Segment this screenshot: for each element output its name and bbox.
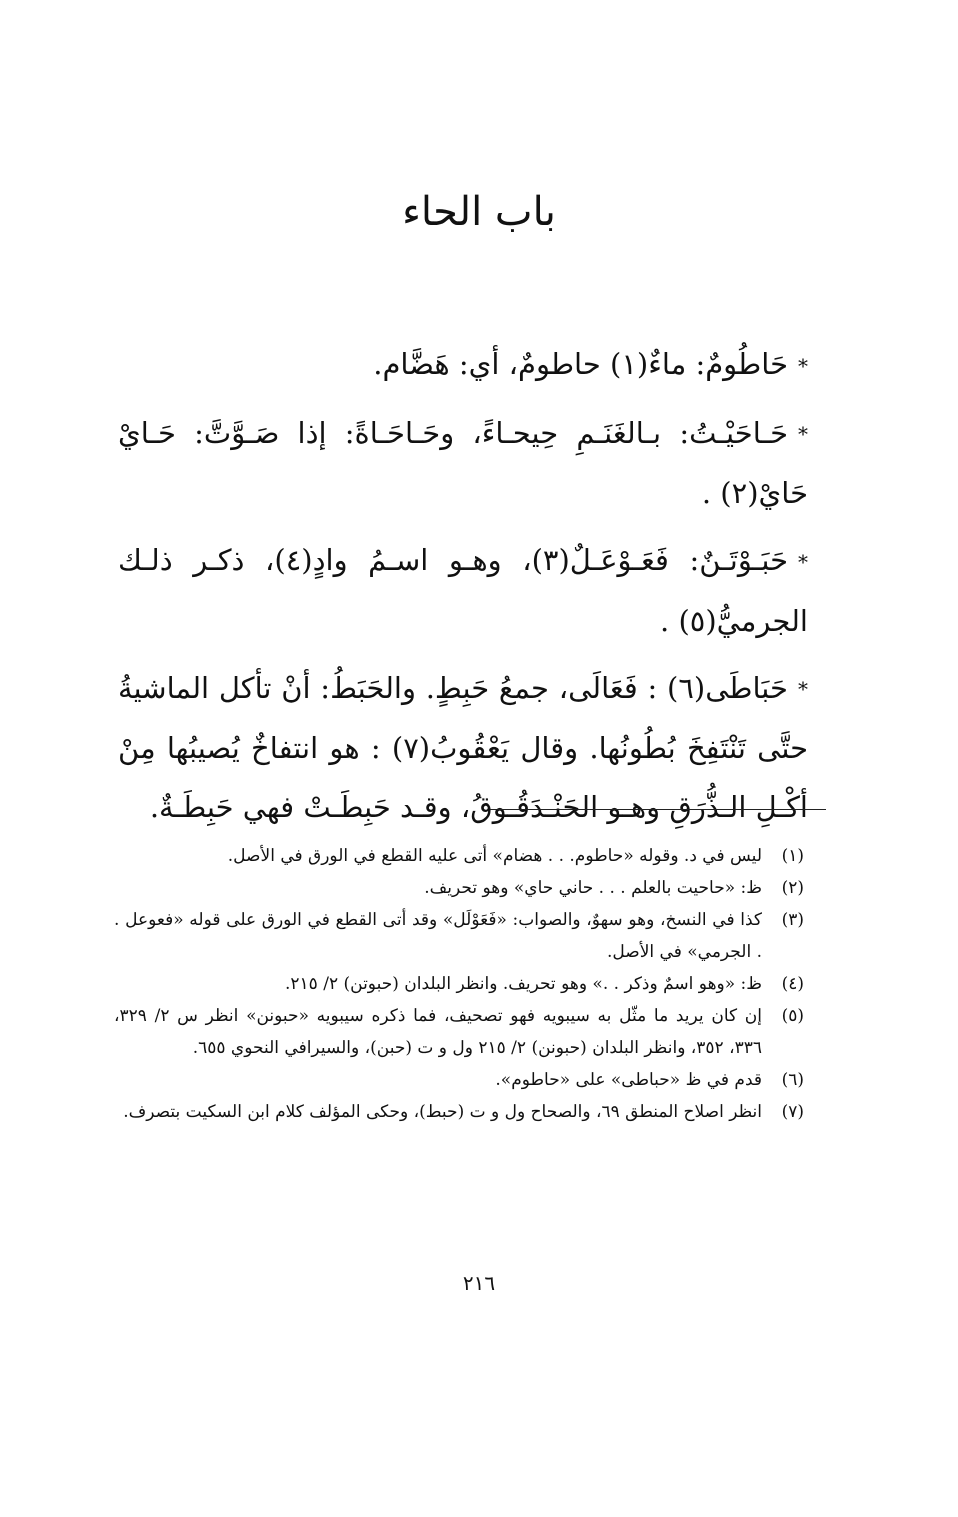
footnote-number: (٦): [781, 1070, 804, 1090]
page-number: ٢١٦: [462, 1271, 496, 1295]
entry: [118, 659, 808, 838]
entry-marker: *: [798, 422, 808, 446]
footnotes: [114, 840, 804, 1128]
footnote-text: ليس في د. وقوله «حاطوم. . . هضام» أتى عليه القطع في الورق في الأصل.: [227, 846, 762, 866]
footnote-text: ظ: «حاحيت بالعلم . . . حاني حاي» وهو تحريف.: [424, 878, 762, 898]
footnote: [114, 840, 804, 872]
footnote-text: كذا في النسخ، وهو سهوٌ، والصواب: «فَعَوْلَل» وقد أتى القطع في الورق على قوله «فعوعل . . الجرمي» في الأصل.: [114, 910, 762, 962]
footnote-number: (٧): [781, 1102, 804, 1122]
footnote: [114, 1064, 804, 1096]
entry-marker: *: [798, 353, 808, 378]
footnote-number: (٢): [781, 878, 804, 898]
entry-text: حَـاحَيْـتُ: بـالغَنَـمِ حِيحـاءً، وحَـاحَـاةً: إذا صَـوَّتَّ: حَـايْ حَايْ(٢) .: [118, 415, 808, 510]
entry: [118, 404, 808, 524]
footnote-number: (٥): [781, 1006, 804, 1026]
entry-text: حَاطُومٌ: ماءٌ(١) حاطومٌ، أي: هَضَّام.: [373, 347, 788, 381]
entry-text: حَبَاطَى(٦) : فَعَالَى، جمعُ حَبِطٍ. والحَبَطُ: أنْ تأكل الماشيةُ حتَّى تَنْتَفِخَ بُطُونُها. وقال يَعْقُوبُ(٧) : هو انتفاخٌ يُصيبُها مِنْ أكْـلِ الـذُّرَقِ وهـو الحَنْـدَقُـوقُ، وقـد حَبِطَـتْ فهي حَبِطَـةٌ.: [118, 670, 808, 824]
footnote-number: (١): [781, 846, 804, 866]
footnote-number: (٤): [781, 974, 804, 994]
entry: [118, 531, 808, 651]
entry: [118, 335, 808, 396]
footnote: [114, 872, 804, 904]
entry-marker: *: [798, 549, 809, 574]
footnote: [114, 968, 804, 1000]
footnote: [114, 1000, 804, 1064]
entry-text: حَبَـوْتَـنٌ: فَعَـوْعَـلٌ(٣)، وهـو اسـمُ وادٍ(٤)، ذكـر ذلـك الجرميُّ(٥) .: [118, 543, 808, 638]
footnote-text: قدم في ظ «حباطى» على «حاطوم».: [495, 1070, 762, 1090]
footnote-text: إن كان يريد ما مثّل به سيبويه فهو تصحيف، فما ذكره سيبويه «حبونن» انظر س ٢/ ٣٢٩، ٣٣٦، ٣٥٢، وانظر البلدان (حبونن) ٢/ ٢١٥ ول و ت (حبن)، والسيرافي النحوي ٦٥٥.: [114, 1006, 762, 1058]
footnote-text: ظ: «وهو اسمٌ وذكر . .» وهو تحريف. وانظر البلدان (حبوتن) ٢/ ٢١٥.: [285, 974, 762, 994]
footnote: [114, 1096, 804, 1128]
entry-marker: *: [798, 677, 808, 701]
main-text: [118, 335, 808, 845]
footnote-number: (٣): [781, 910, 804, 930]
footnote-divider: [490, 809, 826, 810]
footnote: [114, 904, 804, 968]
chapter-title: باب الحاء: [402, 189, 556, 235]
footnote-text: انظر اصلاح المنطق ٦٩، والصحاح ول و ت (حبط)، وحكى المؤلف كلام ابن السكيت بتصرف.: [123, 1102, 762, 1122]
